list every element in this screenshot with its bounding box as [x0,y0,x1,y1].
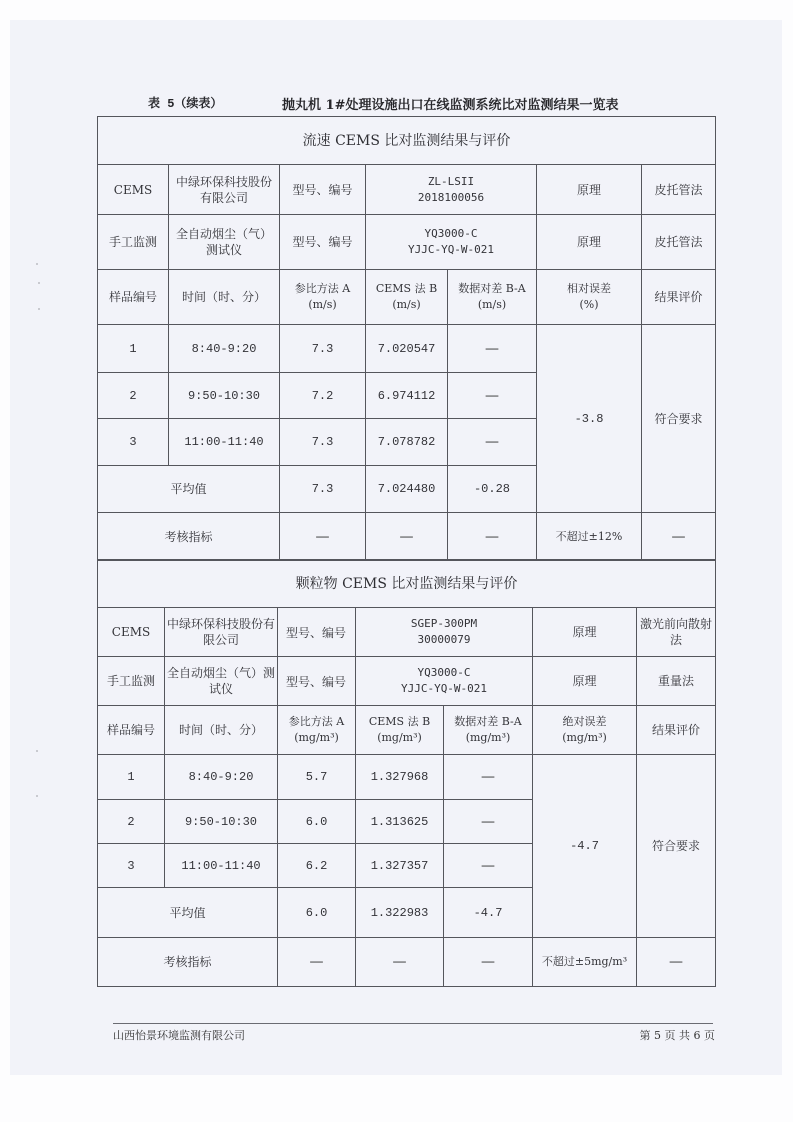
header-evaluation: 结果评价 [637,706,716,755]
table-title: 抛丸机 1#处理设施出口在线监测系统比对监测结果一览表 [282,98,619,113]
scan-speck [36,795,38,797]
cems-label: CEMS [98,165,169,215]
model-label: 型号、编号 [285,625,346,640]
scan-speck [36,263,38,265]
scan-speck [38,282,40,284]
value-b: 7.020547 [366,325,448,373]
header-method-a: 参比方法 A (m/s) [280,270,366,325]
header-cems-b: CEMS 法 B (mg/m³) [356,706,444,755]
sample-time: 11:00-11:40 [165,844,278,888]
criteria-diff: — [448,513,537,561]
sample-no: 3 [98,844,165,888]
sample-no: 1 [98,755,165,800]
principle-label: 原理 [533,657,637,706]
header-time: 时间（时、分） [165,706,278,755]
evaluation-result: 符合要求 [637,755,716,938]
absolute-error-value: -4.7 [533,755,637,938]
value-b: 1.327357 [356,844,444,888]
average-diff: -0.28 [448,466,537,513]
manual-principle: 皮托管法 [642,215,716,270]
value-b: 7.078782 [366,419,448,466]
principle-label: 原理 [537,165,642,215]
model-label: 型号、编号 [285,674,346,689]
criteria-row [98,513,716,561]
criteria-label: 考核指标 [98,938,278,987]
header-diff: 数据对差 B-A (m/s) [448,270,537,325]
header-diff: 数据对差 B-A (mg/m³) [444,706,533,755]
manual-model: YQ3000-C YJJC-YQ-W-021 [366,215,537,270]
criteria-evaluation: — [642,513,716,561]
criteria-error-limit: 不超过±5mg/m³ [533,938,637,987]
scan-speck [36,750,38,752]
cems-info-row [98,165,716,215]
flow-velocity-table [97,116,716,561]
relative-error-value: -3.8 [537,325,642,513]
sample-no: 2 [98,373,169,419]
criteria-diff: — [444,938,533,987]
scan-speck [38,308,40,310]
particulate-table [97,559,716,987]
principle-label: 原理 [537,215,642,270]
criteria-evaluation: — [637,938,716,987]
manual-label: 手工监测 [98,215,169,270]
criteria-b: — [366,513,448,561]
average-a: 6.0 [278,888,356,938]
sample-no: 2 [98,800,165,844]
header-row [98,706,716,755]
header-cems-b: CEMS 法 B (m/s) [366,270,448,325]
table-number: 表 5（续表） [148,97,223,111]
sample-time: 9:50-10:30 [165,800,278,844]
manual-model: YQ3000-C YJJC-YQ-W-021 [356,657,533,706]
sample-time: 9:50-10:30 [169,373,280,419]
value-diff: — [444,800,533,844]
header-time: 时间（时、分） [169,270,280,325]
value-diff: — [444,844,533,888]
value-a: 6.0 [278,800,356,844]
model-label: 型号、编号 [280,165,366,215]
footer-company: 山西怡景环境监测有限公司 [113,1029,245,1042]
manual-principle: 重量法 [637,657,716,706]
table-row [98,325,716,373]
value-a: 5.7 [278,755,356,800]
average-b: 7.024480 [366,466,448,513]
sample-time: 8:40-9:20 [169,325,280,373]
criteria-a: — [280,513,366,561]
sample-time: 11:00-11:40 [169,419,280,466]
value-diff: — [448,419,537,466]
section-title: 流速 CEMS 比对监测结果与评价 [98,117,716,165]
cems-manufacturer: 中绿环保科技股份有限公司 [169,165,280,215]
average-a: 7.3 [280,466,366,513]
table-caption [0,94,793,114]
header-relative-error: 相对误差 (%) [537,270,642,325]
criteria-a: — [278,938,356,987]
page-footer [113,1023,715,1042]
header-sample-no: 样品编号 [98,270,169,325]
footer-page-number: 第 5 页 共 6 页 [639,1029,715,1042]
header-absolute-error: 绝对误差 (mg/m³) [533,706,637,755]
cems-model: ZL-LSII 2018100056 [366,165,537,215]
criteria-label: 考核指标 [98,513,280,561]
value-diff: — [448,373,537,419]
average-label: 平均值 [98,888,278,938]
average-b: 1.322983 [356,888,444,938]
header-evaluation: 结果评价 [642,270,716,325]
value-b: 1.327968 [356,755,444,800]
sample-no: 1 [98,325,169,373]
average-diff: -4.7 [444,888,533,938]
principle-label: 原理 [533,608,637,657]
evaluation-result: 符合要求 [642,325,716,513]
sample-time: 8:40-9:20 [165,755,278,800]
model-label: 型号、编号 [280,215,366,270]
header-row [98,270,716,325]
value-diff: — [448,325,537,373]
cems-label: CEMS [98,608,165,657]
manual-instrument: 全自动烟尘（气）测试仪 [165,657,278,706]
manual-instrument: 全自动烟尘（气）测试仪 [169,215,280,270]
value-a: 6.2 [278,844,356,888]
section-title: 颗粒物 CEMS 比对监测结果与评价 [98,560,716,608]
value-a: 7.3 [280,325,366,373]
manual-info-row [98,657,716,706]
value-b: 6.974112 [366,373,448,419]
value-diff: — [444,755,533,800]
sample-no: 3 [98,419,169,466]
criteria-row [98,938,716,987]
cems-principle: 激光前向散射法 [637,608,716,657]
cems-manufacturer: 中绿环保科技股份有限公司 [165,608,278,657]
value-b: 1.313625 [356,800,444,844]
header-method-a: 参比方法 A (mg/m³) [278,706,356,755]
criteria-error-limit: 不超过±12% [537,513,642,561]
table-row [98,755,716,800]
manual-label: 手工监测 [98,657,165,706]
cems-principle: 皮托管法 [642,165,716,215]
value-a: 7.3 [280,419,366,466]
header-sample-no: 样品编号 [98,706,165,755]
criteria-b: — [356,938,444,987]
cems-info-row [98,608,716,657]
value-a: 7.2 [280,373,366,419]
average-label: 平均值 [98,466,280,513]
manual-info-row [98,215,716,270]
cems-model: SGEP-300PM 30000079 [356,608,533,657]
